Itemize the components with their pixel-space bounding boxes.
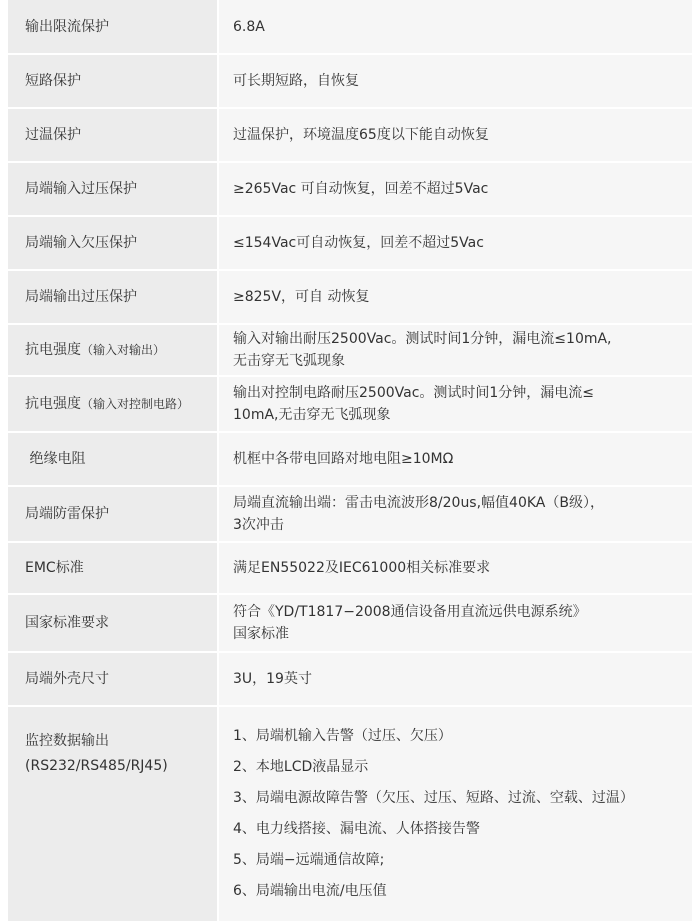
table-row	[8, 324, 692, 376]
row-label: 局端外壳尺寸	[8, 652, 218, 706]
table-row	[8, 652, 692, 706]
table-row	[8, 486, 692, 542]
table-row	[8, 706, 692, 922]
row-label: 局端防雷保护	[8, 486, 218, 542]
row-label: EMC标准	[8, 542, 218, 594]
row-value-line: 10mA,无击穿无飞弧现象	[233, 407, 391, 423]
row-value: 机框中各带电回路对地电阻≥10MΩ	[218, 432, 692, 486]
row-value: 6.8A	[218, 0, 692, 54]
list-item: 5、局端−远端通信故障;	[233, 852, 385, 868]
row-label: 短路保护	[8, 54, 218, 108]
row-label: 局端输入过压保护	[8, 162, 218, 216]
spec-table	[8, 0, 692, 923]
row-value	[218, 594, 692, 652]
row-label	[8, 324, 218, 376]
row-value	[218, 324, 692, 376]
row-label-line: 监控数据输出	[25, 733, 109, 749]
table-row	[8, 376, 692, 432]
row-value-line: 3次冲击	[233, 517, 284, 533]
row-value: 3U，19英寸	[218, 652, 692, 706]
list-item: 2、本地LCD液晶显示	[233, 759, 369, 775]
table-row	[8, 108, 692, 162]
row-value: 过温保护，环境温度65度以下能自动恢复	[218, 108, 692, 162]
row-value-line: 无击穿无飞弧现象	[233, 353, 345, 369]
table-row	[8, 54, 692, 108]
row-value-line: 符合《YD/T1817−2008通信设备用直流远供电源系统》	[233, 604, 587, 620]
row-value-line: 国家标准	[233, 626, 289, 642]
row-value	[218, 706, 692, 922]
row-value	[218, 376, 692, 432]
list-item: 4、电力线搭接、漏电流、人体搭接告警	[233, 821, 480, 837]
row-value-line: 局端直流输出端：雷击电流波形8/20us,幅值40KA（B级），	[233, 495, 604, 511]
row-value: ≤154Vac可自动恢复，回差不超过5Vac	[218, 216, 692, 270]
row-value: 可长期短路，自恢复	[218, 54, 692, 108]
table-row	[8, 216, 692, 270]
table-row	[8, 270, 692, 324]
row-label-main: 抗电强度	[25, 342, 81, 358]
row-label	[8, 706, 218, 922]
row-label-sub: （输入对输出）	[81, 343, 166, 357]
row-label: 过温保护	[8, 108, 218, 162]
row-label: 局端输出过压保护	[8, 270, 218, 324]
list-item: 3、局端电源故障告警（欠压、过压、短路、过流、空载、过温）	[233, 790, 634, 806]
row-value-line: 输入对输出耐压2500Vac。测试时间1分钟，漏电流≤10mA,	[233, 331, 612, 347]
table-row	[8, 594, 692, 652]
row-label: 局端输入欠压保护	[8, 216, 218, 270]
table-row	[8, 162, 692, 216]
row-value-line: 输出对控制电路耐压2500Vac。测试时间1分钟，漏电流≤	[233, 385, 595, 401]
row-label-line: (RS232/RS485/RJ45)	[25, 758, 168, 774]
table-row	[8, 432, 692, 486]
row-value	[218, 486, 692, 542]
row-value: 满足EN55022及IEC61000相关标准要求	[218, 542, 692, 594]
table-row	[8, 0, 692, 54]
row-value: ≥825V，可自 动恢复	[218, 270, 692, 324]
row-label	[8, 376, 218, 432]
table-row	[8, 542, 692, 594]
row-label: 绝缘电阻	[8, 432, 218, 486]
list-item: 6、局端输出电流/电压值	[233, 883, 387, 899]
row-label-sub: （输入对控制电路）	[81, 397, 190, 411]
row-value: ≥265Vac 可自动恢复，回差不超过5Vac	[218, 162, 692, 216]
list-item: 1、局端机输入告警（过压、欠压）	[233, 728, 452, 744]
row-label: 输出限流保护	[8, 0, 218, 54]
row-label: 国家标准要求	[8, 594, 218, 652]
row-label-main: 抗电强度	[25, 396, 81, 412]
